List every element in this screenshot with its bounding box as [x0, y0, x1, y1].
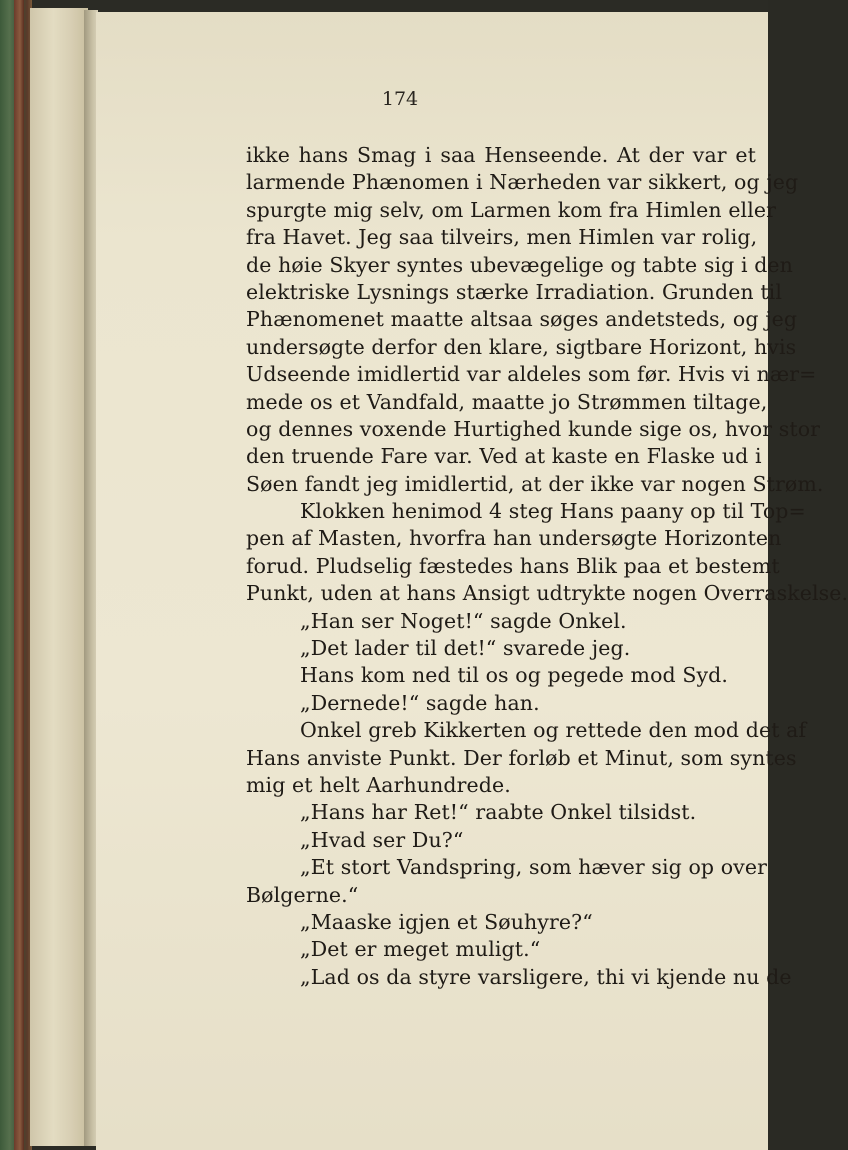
text-line: „Hans har Ret!“ raabte Onkel tilsidst. [300, 800, 697, 825]
text-line: de høie Skyer syntes ubevægelige og tabte sig i den [246, 252, 793, 277]
text-line: spurgte mig selv, om Larmen kom fra Himlen eller [246, 197, 777, 222]
text-line: forud. Pludselig fæstedes hans Blik paa et bestemt [246, 553, 780, 578]
text-line: fra Havet. Jeg saa tilveirs, men Himlen var rolig, [246, 225, 758, 250]
text-line: Bølgerne.“ [246, 882, 359, 907]
text-line: „Det lader til det!“ svarede jeg. [300, 636, 631, 661]
text-line: Klokken henimod 4 steg Hans paany op til Top= [300, 499, 806, 524]
page-gutter [30, 8, 88, 1146]
text-line: „Maaske igjen et Søuhyre?“ [300, 909, 593, 934]
body-text [246, 142, 848, 991]
text-line: mede os et Vandfald, maatte jo Strømmen tiltage, [246, 389, 768, 414]
text-line: pen af Masten, hvorfra han undersøgte Horizonten [246, 526, 782, 551]
text-line: mig et helt Aarhundrede. [246, 772, 511, 797]
text-line: „Han ser Noget!“ sagde Onkel. [300, 608, 627, 633]
text-line: „Lad os da styre varsligere, thi vi kjende nu de [300, 964, 792, 989]
text-line: og dennes voxende Hurtighed kunde sige os, hvor stor [246, 416, 821, 441]
text-line: Phænomenet maatte altsaa søges andetsteds, og jeg [246, 307, 798, 332]
text-line: ikke hans Smag i saa Henseende. At der var et [246, 143, 756, 167]
cover-edge [14, 0, 24, 1150]
text-line: Hans kom ned til os og pegede mod Syd. [300, 663, 729, 688]
text-line: undersøgte derfor den klare, sigtbare Horizont, hvis [246, 334, 797, 359]
page-number: 174 [381, 88, 419, 110]
text-line: „Hvad ser Du?“ [300, 827, 464, 852]
text-line: „Det er meget muligt.“ [300, 937, 541, 962]
text-line: „Dernede!“ sagde han. [300, 690, 540, 715]
text-line: elektriske Lysnings stærke Irradiation. Grunden til [246, 279, 782, 304]
text-line: Søen fandt jeg imidlertid, at der ikke var nogen Strøm. [246, 471, 824, 496]
text-line: larmende Phænomen i Nærheden var sikkert, og jeg [246, 170, 799, 195]
text-line: den truende Fare var. Ved at kaste en Flaske ud i [246, 444, 762, 469]
text-line: Onkel greb Kikkerten og rettede den mod det af [300, 718, 807, 743]
text-line: Hans anviste Punkt. Der forløb et Minut, som syntes [246, 745, 797, 770]
text-line: Udseende imidlertid var aldeles som før. Hvis vi nær= [246, 362, 817, 387]
text-line: „Et stort Vandspring, som hæver sig op over [300, 855, 767, 880]
text-line: Punkt, uden at hans Ansigt udtrykte nogen Overraskelse. [246, 581, 848, 606]
